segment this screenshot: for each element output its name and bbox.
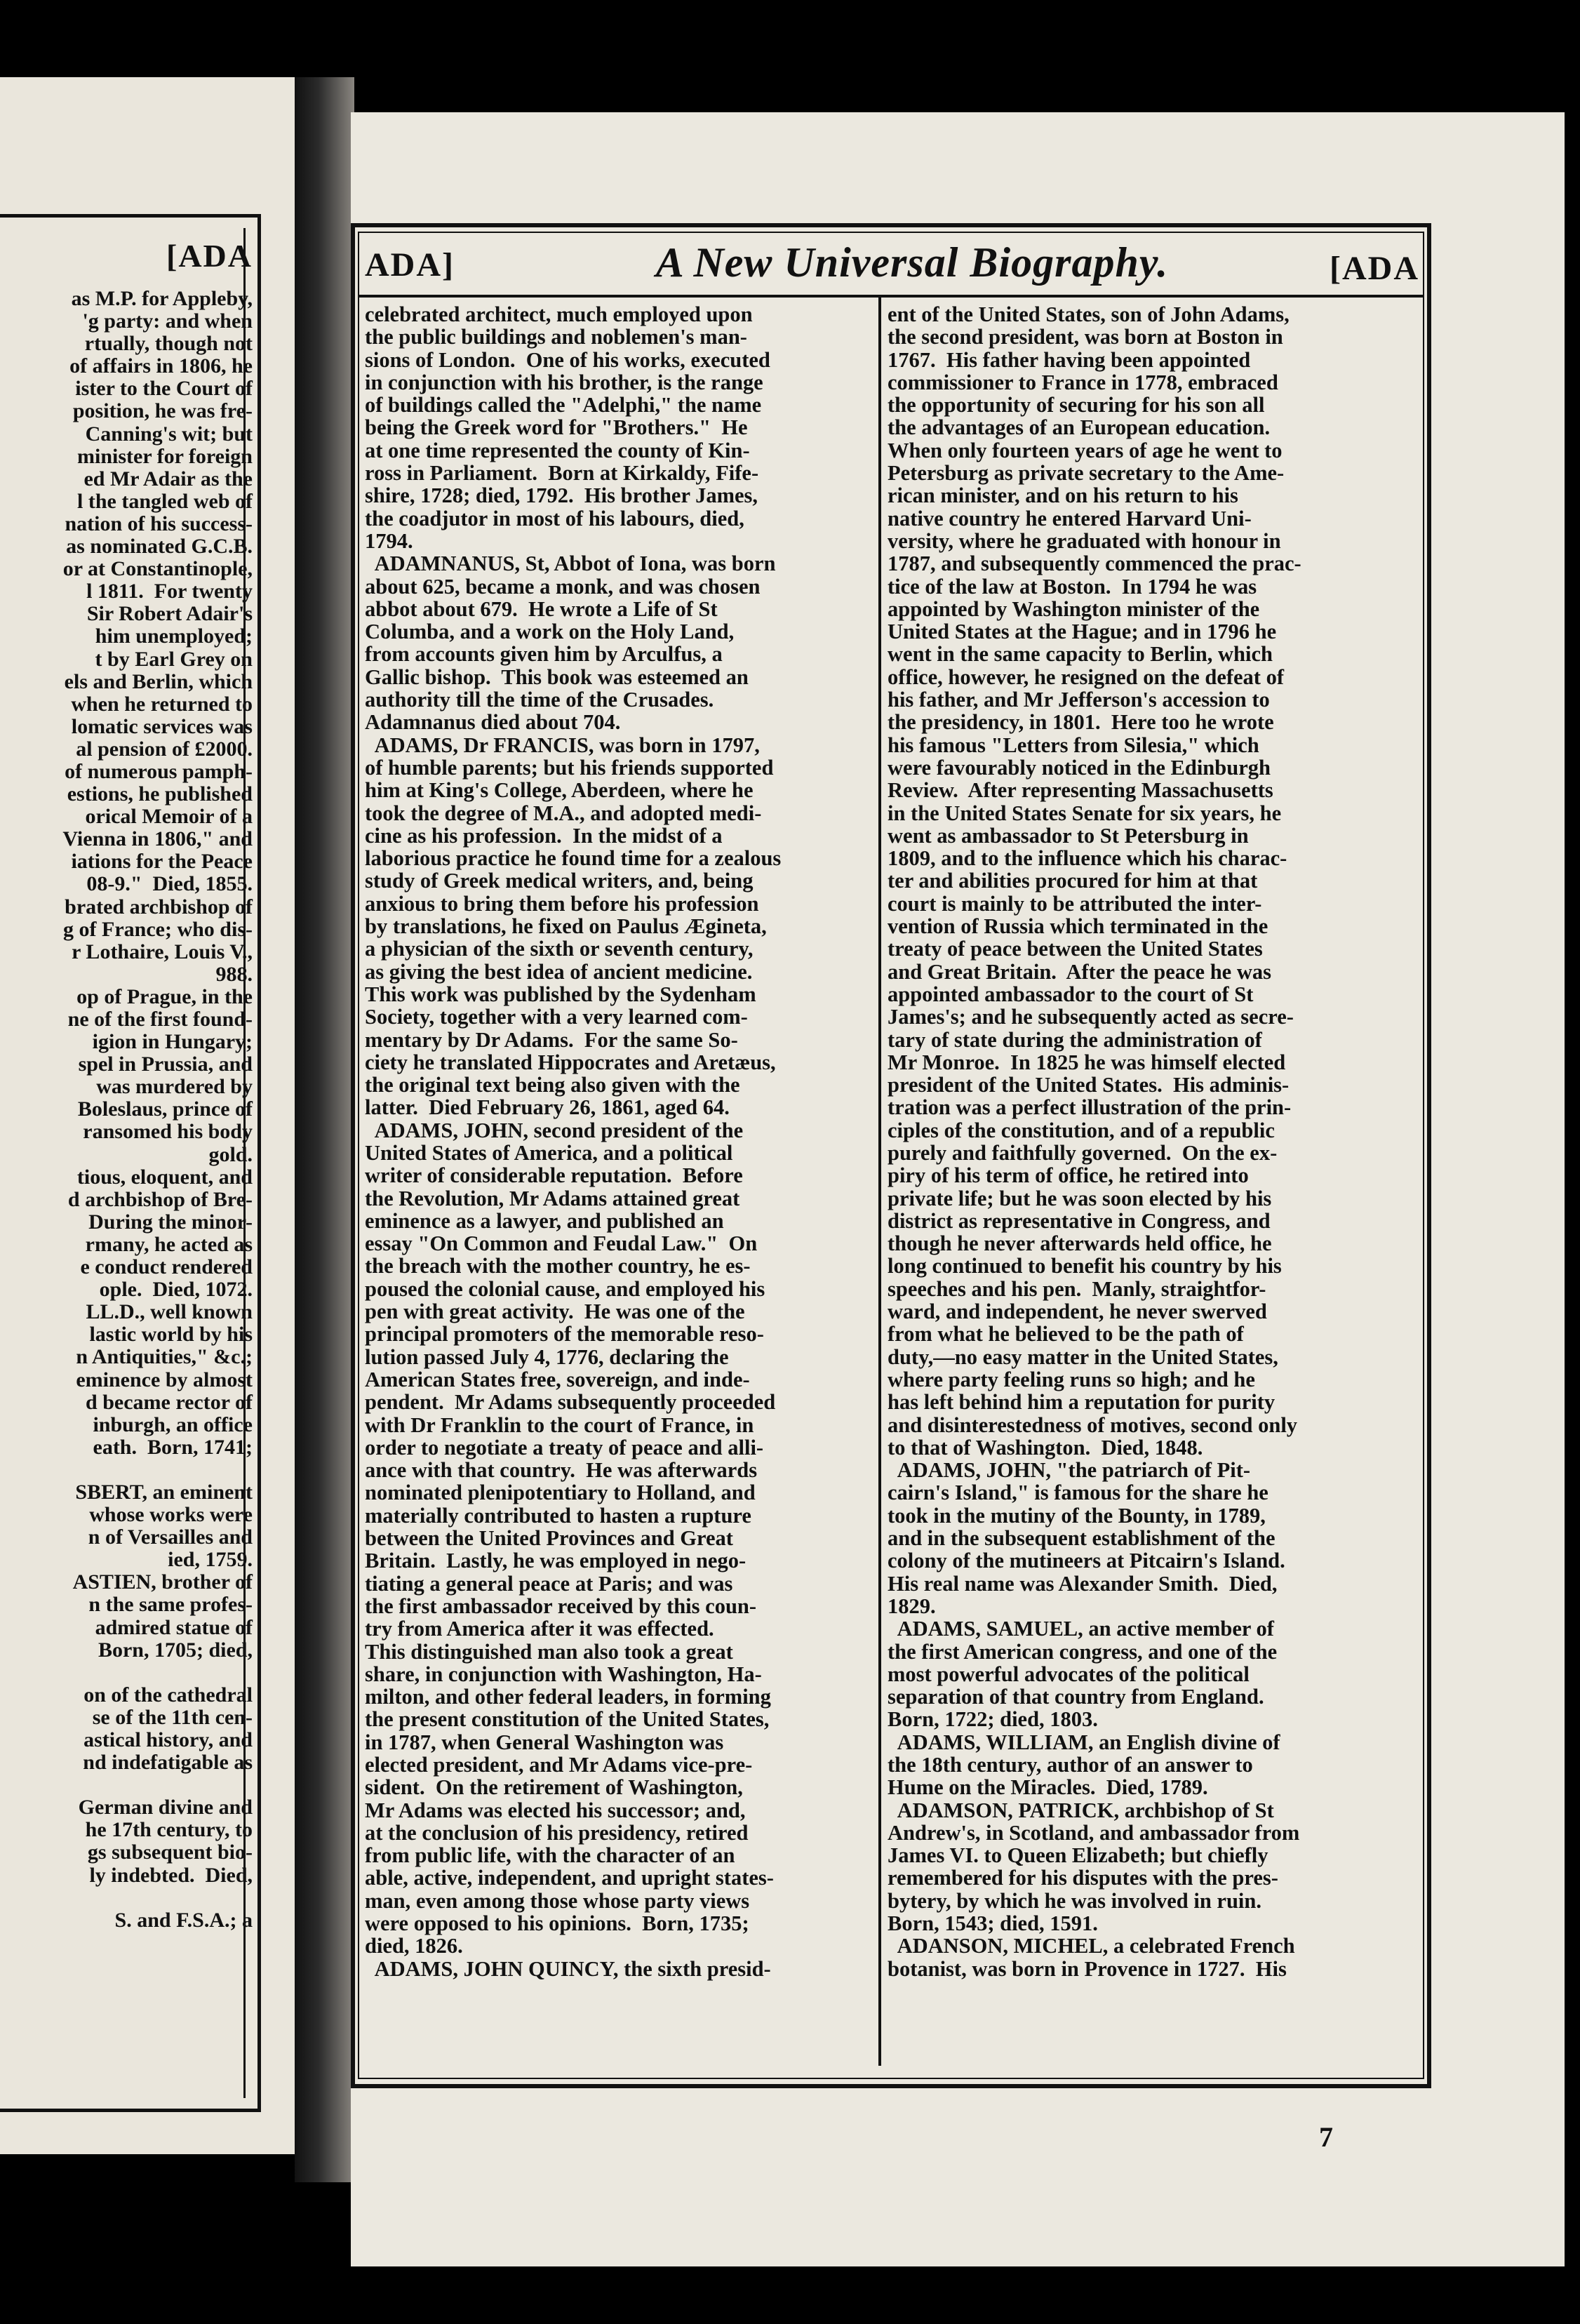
text-column-left: celebrated architect, much employed upon the public buildings and noblemen's man- sions of London. One of his works, executed in conjunction with his brother, is the range of buildings called the "Adelphi," the name being the Greek word for "Brothers." He at one time represented the county of Kin- ross in Parliament. Born at Kirkaldy, Fife- shire, 1728; died, 1792. His brother James, the coadjutor in most of his labours, died, 1794. ADAMNANUS, St, Abbot of Iona, was born about 625, became a monk, and was chosen abbot about 679. He wrote a Life of St Columba, and a work on the Holy Land, from accounts given him by Arculfus, a Gallic bishop. This book was esteemed an authority till the time of the Crusades. Adamnanus died about 704. ADAMS, Dr FRANCIS, was born in 1797, of humble parents; but his friends supported him at King's College, Aberdeen, where he took the degree of M.A., and adopted medi- cine as his profession. In the midst of a laborious practice he found time for a zealous study of Greek medical writers, and, being anxious to bring them before his profession by translations, he fixed on Paulus Ægineta, a physician of the sixth or seventh century, as giving the best idea of ancient medicine. This work was published by the Sydenham Society, together with a very learned com- mentary by Dr Adams. For the same So- ciety he translated Hippocrates and Aretæus, the original text being also given with the latter. Died February 26, 1861, aged 64. ADAMS, JOHN, second president of the United States of America, and a political writer of considerable reputation. Before the Revolution, Mr Adams attained great eminence as a lawyer, and published an essay "On Common and Feudal Law." On the breach with the mother country, he es- poused the colonial cause, and employed his pen with great activity. He was one of the principal promoters of the memorable reso- lution passed July 4, 1776, declaring the American States free, sovereign, and inde- pendent. Mr Adams subsequently proceeded with Dr Franklin to the court of France, in order to negotiate a treaty of peace and alli- ance with that country. He was afterwards nominated plenipotentiary to Holland, and materially contributed to hasten a rupture between the United Provinces and Great Britain. Lastly, he was employed in nego- tiating a general peace at Paris; and was the first ambassador received by this coun- try from America after it was effected. This distinguished man also took a great share, in conjunction with Washington, Ha- milton, and other federal leaders, in forming the present constitution of the United States, in 1787, when General Washington was elected president, and Mr Adams vice-pre- sident. On the retirement of Washington, Mr Adams was elected his successor; and, at the conclusion of his presidency, retired from public life, with the character of an able, active, independent, and upright states- man, even among those whose party views were opposed to his opinions. Born, 1735; died, 1826. ADAMS, JOHN QUINCY, the sixth presid- <box>365 302 782 1981</box>
running-head-left: ADA] <box>365 246 455 283</box>
page-number: 7 <box>1319 2121 1333 2153</box>
facing-page-running-head: [ADA <box>166 238 253 274</box>
facing-page-column: as M.P. for Appleby, 'g party: and when rtually, though not of affairs in 1806, he ister to the Court of position, he was fre- Canning's wit; but minister for foreign ed Mr Adair as the l the tangled web of nation of his success- as nominated G.C.B. or at Constantinople, l 1811. For twenty Sir Robert Adair's him unemployed; t by Earl Grey on els and Berlin, which when he returned to lomatic services was al pension of £2000. of numerous pamph- estions, he published orical Memoir of a Vienna in 1806," and iations for the Peace 08-9." Died, 1855. brated archbishop of g of France; who dis- r Lothaire, Louis V., 988. op of Prague, in the ne of the first found- igion in Hungary; spel in Prussia, and was murdered by Boleslaus, prince of ransomed his body gold. tious, eloquent, and d archbishop of Bre- During the minor- rmany, he acted as e conduct rendered ople. Died, 1072. LL.D., well known lastic world by his n Antiquities," &c.; eminence by almost d became rector of inburgh, an office eath. Born, 1741; SBERT, an eminent whose works were n of Versailles and ied, 1759. ASTIEN, brother of n the same profes- admired statue of Born, 1705; died, on of the cathedral se of the 11th cen- astical history, and nd indefatigable as German divine and he 17th century, to gs subsequent bio- ly indebted. Died, S. and F.S.A.; a <box>62 287 253 1932</box>
column-divider <box>878 298 881 2066</box>
header-rule <box>358 295 1424 298</box>
book-gutter-shadow <box>295 77 354 2182</box>
running-head-right: [ADA <box>1330 250 1419 287</box>
text-column-right: ent of the United States, son of John Adams, the second president, was born at Boston in 1767. His father having been appointed commissioner to France in 1778, embraced the opportunity of securing for his son all the advantages of an European education. When only fourteen years of age he went to Petersburg as private secretary to the Ame- rican minister, and on his return to his native country he entered Harvard Uni- versity, where he graduated with honour in 1787, and subsequently commenced the prac- tice of the law at Boston. In 1794 he was appointed by Washington minister of the United States at the Hague; and in 1796 he went in the same capacity to Berlin, which office, however, he resigned on the defeat of his father, and Mr Jefferson's accession to the presidency, in 1801. Here too he wrote his famous "Letters from Silesia," which were favourably noticed in the Edinburgh Review. After representing Massachusetts in the United States Senate for six years, he went as ambassador to St Petersburg in 1809, and to the influence which his charac- ter and abilities procured for him at that court is mainly to be attributed the inter- vention of Russia which terminated in the treaty of peace between the United States and Great Britain. After the peace he was appointed ambassador to the court of St James's; and he subsequently acted as secre- tary of state during the administration of Mr Monroe. In 1825 he was himself elected president of the United States. His adminis- tration was a perfect illustration of the prin- ciples of the constitution, and of a republic purely and faithfully governed. On the ex- piry of his term of office, he retired into private life; but he was soon elected by his district as representative in Congress, and though he never afterwards held office, he long continued to benefit his country by his speeches and his pen. Manly, straightfor- ward, and independent, he never swerved from what he believed to be the path of duty,—no easy matter in the United States, where party feeling runs so high; and he has left behind him a reputation for purity and disinterestedness of motives, second only to that of Washington. Died, 1848. ADAMS, JOHN, "the patriarch of Pit- cairn's Island," is famous for the share he took in the mutiny of the Bounty, in 1789, and in the subsequent establishment of the colony of the mutineers at Pitcairn's Island. His real name was Alexander Smith. Died, 1829. ADAMS, SAMUEL, an active member of the first American congress, and one of the most powerful advocates of the political separation of that country from England. Born, 1722; died, 1803. ADAMS, WILLIAM, an English divine of the 18th century, author of an answer to Hume on the Miracles. Died, 1789. ADAMSON, PATRICK, archbishop of St Andrew's, in Scotland, and ambassador from James VI. to Queen Elizabeth; but chiefly remembered for his disputes with the pres- bytery, by which he was involved in ruin. Born, 1543; died, 1591. ADANSON, MICHEL, a celebrated French botanist, was born in Provence in 1727. His <box>888 302 1301 1981</box>
running-head-title: A New Universal Biography. <box>655 239 1169 286</box>
facing-page <box>0 77 295 2154</box>
